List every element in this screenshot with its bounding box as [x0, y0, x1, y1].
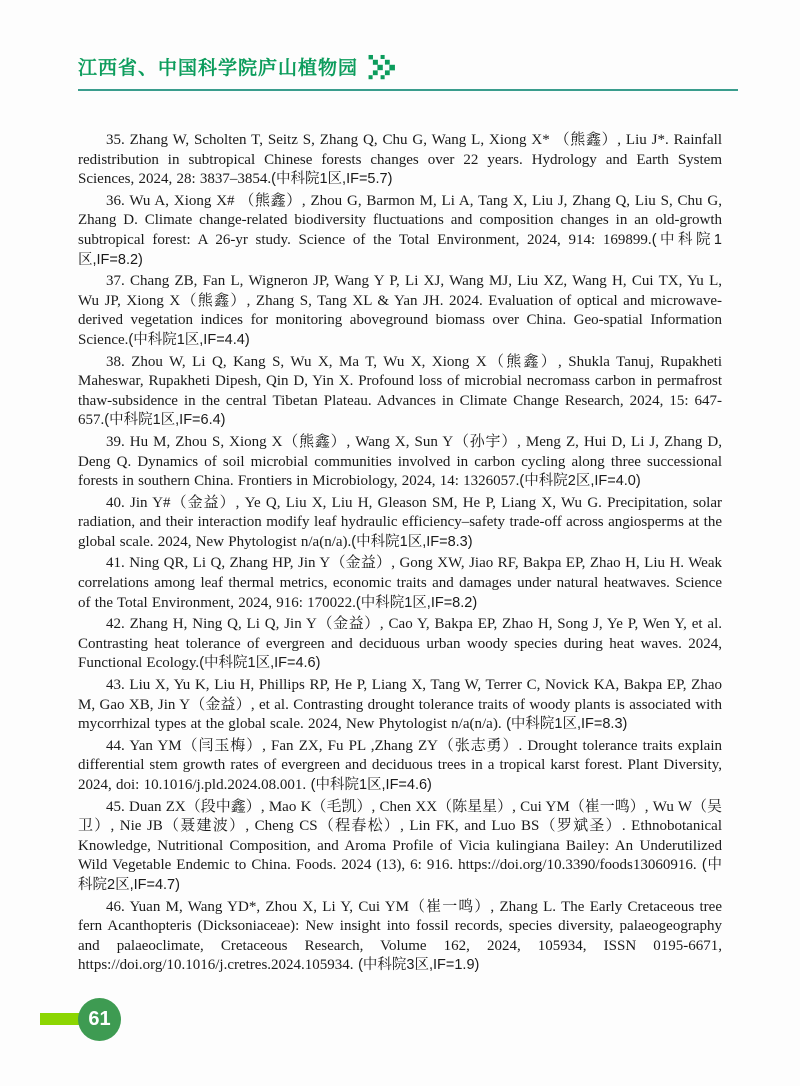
page-header-title: 江西省、中国科学院庐山植物园	[78, 57, 359, 79]
reference-text: 39. Hu M, Zhou S, Xiong X（熊鑫）, Wang X, Sun Y（孙宇）, Meng Z, Hui D, Li J, Zhang D, Deng Q. Dynamics of soil microbial communities involved in carbon cycling along three successional forests in southern China. Frontiers in Microbiology, 2024, 14: 1326057.	[78, 433, 722, 490]
reference-text: 37. Chang ZB, Fan L, Wigneron JP, Wang Y P, Li XJ, Wang MJ, Liu XZ, Wang H, Cui TX, Yu L, Wu JP, Xiong X（熊鑫）, Zhang S, Tang XL & Yan JH. 2024. Evaluation of optical and microwave-derived vegetation indices for monitoring aboveground biomass over China. Geo-spatial Information Science.	[78, 273, 722, 348]
reference-text: 41. Ning QR, Li Q, Zhang HP, Jin Y（金益）, Gong XW, Jiao RF, Bakpa EP, Zhao H, Liu H. Weak correlations among leaf thermal metrics, economic traits and damages under natural heatwaves. Science of the Total Environment, 2024, 916: 170022.	[78, 555, 722, 611]
reference-text: 44. Yan YM（闫玉梅）, Fan ZX, Fu PL ,Zhang ZY（张志勇）. Drought tolerance traits explain differential stem growth rates of evergreen and deciduous trees in a tropical karst forest. Plant Diversity, 2024, doi: 10.1016/j.pld.2024.08.001.	[78, 737, 722, 793]
pixel-double-chevron-icon	[368, 54, 398, 80]
reference-item-37	[78, 272, 722, 350]
reference-item-38	[78, 353, 722, 431]
reference-text: 35. Zhang W, Scholten T, Seitz S, Zhang Q, Chu G, Wang L, Xiong X* （熊鑫）, Liu J*. Rainfall redistribution in subtropical Chinese forests changes over 22 years. Hydrology and Earth System Sciences, 2024, 28: 3837–3854.	[78, 132, 722, 188]
reference-zone-if: (中科院1区,IF=4.4)	[128, 331, 250, 348]
reference-text: 43. Liu X, Yu K, Liu H, Phillips RP, He P, Liang X, Tang W, Terrer C, Novick KA, Bakpa EP, Zhao M, Gao XB, Jin Y（金益）, et al. Contrasting drought tolerance traits of woody plants is associated with mycorrhizal types at the global scale. 2024, New Phytologist n/a(n/a).	[78, 677, 722, 733]
reference-zone-if: (中科院1区,IF=6.4)	[104, 412, 226, 429]
page-header	[78, 0, 738, 91]
reference-text: 42. Zhang H, Ning Q, Li Q, Jin Y（金益）, Cao Y, Bakpa EP, Zhao H, Song J, Ye P, Wen Y, et al. Contrasting heat tolerance of evergreen and deciduous urban woody species during heat waves. 2024, Functional Ecology.	[78, 616, 722, 672]
reference-item-41	[78, 554, 722, 613]
reference-zone-if: (中科院1区,IF=8.3)	[501, 716, 628, 733]
reference-item-45	[78, 798, 722, 896]
reference-zone-if: (中科院1区,IF=8.3)	[351, 533, 473, 550]
references-list	[78, 131, 722, 976]
reference-text: 36. Wu A, Xiong X# （熊鑫）, Zhou G, Barmon M, Li A, Tang X, Liu J, Zhang Q, Liu S, Chu G, Zhang D. Climate change-related biodiversity fluctuations and composition changes in an old-growth subtropical forest: A 26-yr study. Science of the Total Environment, 2024, 914: 169899.	[78, 192, 722, 248]
reference-item-40	[78, 494, 722, 553]
header-divider	[78, 89, 738, 91]
reference-text: 46. Yuan M, Wang YD*, Zhou X, Li Y, Cui YM（崔一鸣）, Zhang L. The Early Cretaceous tree fern Acanthopteris (Dicksoniaceae): New insight into fossil records, species diversity, palaeogeography and palaeoclimate, Cretaceous Research, Volume 162, 2024, 105934, ISSN 0195-6671, https://doi.org/10.1016/j.cretres.2024.105934.	[78, 898, 722, 974]
reference-zone-if: (中科院1区,IF=4.6)	[306, 777, 432, 793]
reference-text: 45. Duan ZX（段中鑫）, Mao K（毛凯）, Chen XX（陈星星）, Cui YM（崔一鸣）, Wu W（吴卫）, Nie JB（聂建波）, Cheng CS（程春松）, Lin FK, and Luo BS（罗斌圣）. Ethnobotanical Knowledge, Nutritional Composition, and Aroma Profile of Vicia kulingiana Bailey: An Underutilized Wild Vegetable Endemic to China. Foods. 2024 (13), 6: 916. https://doi.org/10.3390/foods13060916.	[78, 798, 722, 874]
reference-item-46	[78, 898, 722, 976]
reference-zone-if: (中科院3区,IF=1.9)	[353, 957, 480, 974]
reference-zone-if: (中科院1区,IF=8.2)	[355, 594, 478, 611]
reference-zone-if: (中科院1区,IF=5.7)	[271, 171, 393, 188]
reference-item-44	[78, 737, 722, 796]
reference-zone-if: (中科院2区,IF=4.7)	[78, 857, 723, 893]
reference-item-36	[78, 192, 722, 270]
reference-item-39	[78, 433, 722, 492]
reference-zone-if: (中科院1区,IF=8.2)	[78, 231, 722, 268]
reference-zone-if: (中科院1区,IF=4.6)	[199, 655, 321, 672]
reference-item-35	[78, 131, 722, 190]
reference-item-42	[78, 615, 722, 674]
reference-text: 38. Zhou W, Li Q, Kang S, Wu X, Ma T, Wu X, Xiong X（熊鑫）, Shukla Tanuj, Rupakheti Maheswar, Rupakheti Dipesh, Qin D, Yin X. Profound loss of microbial necromass carbon in permafrost thaw-subsidence in the central Tibetan Plateau. Advances in Climate Change Research, 2024, 15: 647-657.	[78, 353, 722, 429]
page-number-badge	[78, 998, 121, 1041]
reference-text: 40. Jin Y#（金益）, Ye Q, Liu X, Liu H, Gleason SM, He P, Liang X, Wu G. Precipitation, solar radiation, and their interaction modify leaf hydraulic efficiency–safety trade-off across angiosperms at the global scale. 2024, New Phytologist n/a(n/a).	[78, 494, 722, 550]
reference-item-43	[78, 676, 722, 735]
reference-zone-if: (中科院2区,IF=4.0)	[519, 473, 641, 490]
page-number: 61	[88, 1008, 111, 1030]
